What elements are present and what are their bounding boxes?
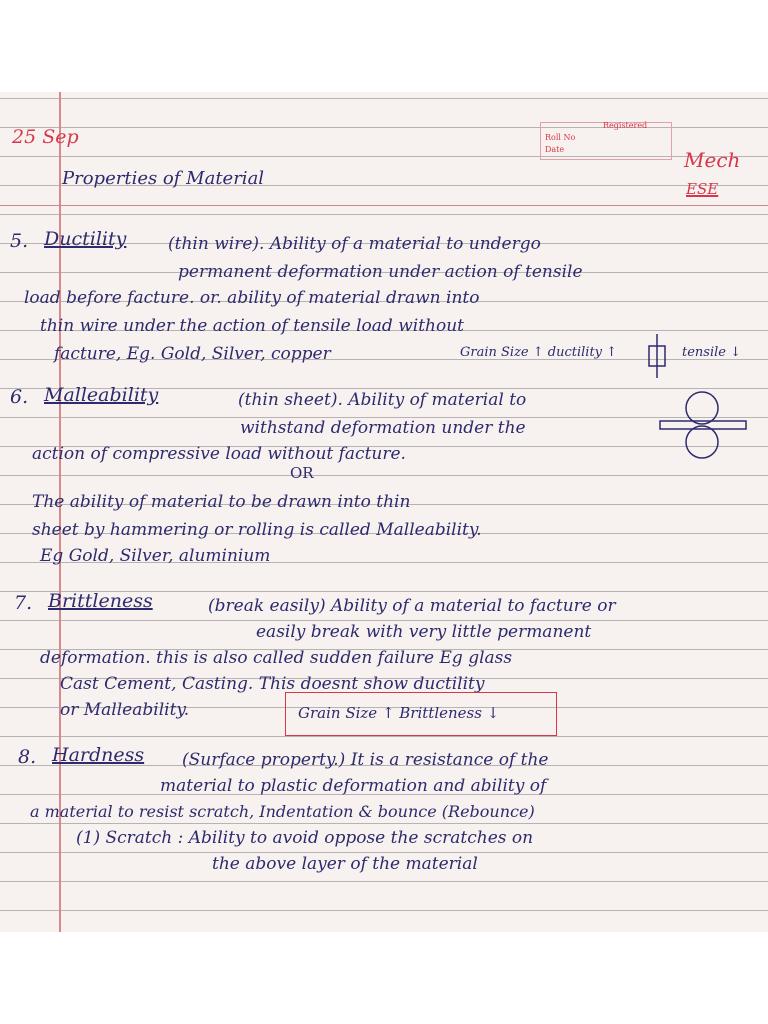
section-line: (Surface property.) It is a resistance of the (182, 750, 549, 770)
rolling-diagram (658, 390, 748, 460)
or-label: OR (290, 464, 314, 482)
box-label-roll: Roll No (545, 133, 576, 142)
section-line: (thin sheet). Ability of material to (238, 390, 527, 410)
section-line: (1) Scratch : Ability to avoid oppose the scratches on (76, 828, 534, 848)
tensile-specimen-diagram (645, 334, 669, 378)
section-line: Eg Gold, Silver, aluminium (40, 546, 271, 566)
section-line: Cast Cement, Casting. This doesnt show ductility (60, 674, 485, 694)
section-line: or Malleability. (60, 700, 190, 720)
section-line: sheet by hammering or rolling is called Malleability. (32, 520, 482, 540)
section-number: 5. (10, 230, 29, 252)
page-title: Properties of Material (62, 168, 265, 189)
section-heading: Hardness (52, 744, 145, 766)
section-number: 7. (14, 592, 33, 614)
section-line: action of compressive load without facture. (32, 444, 406, 464)
section-line: deformation. this is also called sudden failure Eg glass (40, 648, 513, 668)
section-line: the above layer of the material (212, 854, 478, 874)
section-heading: Ductility (44, 228, 127, 250)
section-line: easily break with very little permanent (256, 622, 592, 642)
grain-size-note: Grain Size ↑ Brittleness ↓ (298, 704, 500, 722)
section-line: a material to resist scratch, Indentation & bounce (Rebounce) (30, 802, 535, 821)
date-text: 25 Sep (12, 126, 79, 148)
subject-label: Mech (684, 148, 741, 172)
box-label-date: Date (545, 145, 565, 154)
subject-sub-label: ESE (686, 180, 719, 198)
ductility-note: Grain Size ↑ ductility ↑ (460, 345, 618, 360)
section-heading: Brittleness (48, 590, 153, 612)
section-line: (thin wire). Ability of a material to undergo (168, 234, 541, 254)
section-line: The ability of material to be drawn into thin (32, 492, 411, 512)
box-label-registered: Registered (603, 121, 648, 130)
tensile-note: tensile ↓ (682, 345, 741, 360)
section-number: 8. (18, 746, 37, 768)
header-box (540, 122, 672, 160)
section-line: withstand deformation under the (240, 418, 526, 438)
header-rule (0, 205, 768, 206)
section-heading: Malleability (44, 384, 159, 406)
section-line: (break easily) Ability of a material to facture or (208, 596, 616, 616)
section-line: load before facture. or. ability of material drawn into (24, 288, 480, 308)
section-line: permanent deformation under action of tensile (178, 262, 583, 282)
section-number: 6. (10, 386, 29, 408)
section-line: thin wire under the action of tensile load without (40, 316, 464, 336)
section-line: material to plastic deformation and ability of (160, 776, 547, 796)
section-line: facture, Eg. Gold, Silver, copper (54, 344, 331, 364)
